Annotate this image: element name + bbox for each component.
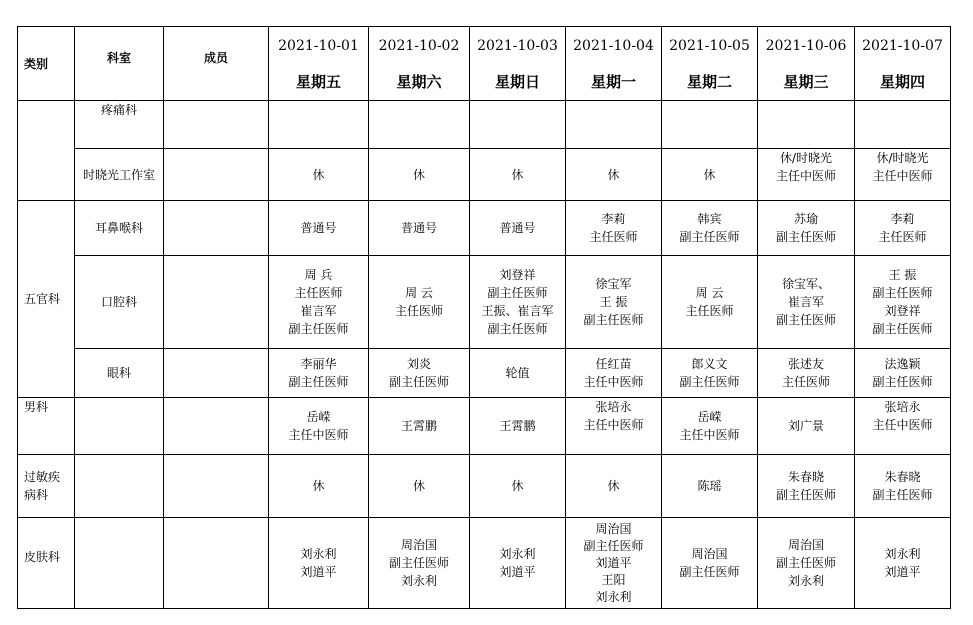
header-day-5 [662,27,758,101]
schedule-cell: 徐宝军 王 振 副主任医师 [566,256,662,349]
schedule-cell: 休 [566,455,662,518]
schedule-cell: 岳嵘 主任中医师 [269,398,369,455]
department-cell: 疼痛科 [75,101,164,149]
department-cell: 时晓光工作室 [75,149,164,201]
department-cell [75,398,164,455]
header-category: 类别 [18,27,75,101]
row-dermatology [18,518,951,609]
schedule-cell: 刘登祥 副主任医师 王振、崔言军 副主任医师 [470,256,566,349]
date-label: 2021-10-01 [278,37,359,54]
schedule-cell: 普通号 [369,201,470,256]
weekday-label: 星期三 [783,72,829,91]
header-member: 成员 [164,27,269,101]
header-day-3 [470,27,566,101]
member-cell [164,518,269,609]
header-day-4 [566,27,662,101]
schedule-cell: 休 [269,149,369,201]
schedule-cell: 休 [369,149,470,201]
category-cell: 男科 [18,398,75,455]
schedule-cell: 岳嵘 主任中医师 [662,398,758,455]
schedule-cell [269,101,369,149]
member-cell [164,149,269,201]
member-cell [164,256,269,349]
department-cell: 眼科 [75,349,164,398]
schedule-table [17,26,951,609]
date-label: 2021-10-06 [765,37,847,54]
member-cell [164,455,269,518]
schedule-cell: 王霄鹏 [369,398,470,455]
row-andrology [18,398,951,455]
date-label: 2021-10-05 [669,37,750,54]
header-day-1 [269,27,369,101]
weekday-label: 星期四 [879,72,925,91]
member-cell [164,349,269,398]
header-day-6 [758,27,855,101]
schedule-cell: 韩宾 副主任医师 [662,201,758,256]
row-shixiaoguang-studio [18,149,951,201]
schedule-cell: 朱春晓 副主任医师 [855,455,951,518]
schedule-cell: 苏瑜 副主任医师 [758,201,855,256]
schedule-cell: 刘广景 [758,398,855,455]
category-cell-empty [18,101,75,201]
schedule-cell: 休 [369,455,470,518]
department-cell: 耳鼻喉科 [75,201,164,256]
weekday-label: 星期五 [295,72,341,91]
row-pain [18,101,951,149]
schedule-cell: 李莉 主任医师 [566,201,662,256]
department-cell: 口腔科 [75,256,164,349]
schedule-cell: 休 [470,149,566,201]
schedule-cell: 陈瑶 [662,455,758,518]
schedule-cell: 朱春晓 副主任医师 [758,455,855,518]
date-label: 2021-10-02 [378,37,460,54]
header-day-2 [369,27,470,101]
category-cell: 五官科 [18,201,75,398]
schedule-cell: 王霄鹏 [470,398,566,455]
schedule-cell [662,101,758,149]
row-eye [18,349,951,398]
schedule-cell: 休/时晓光 主任中医师 [758,149,855,201]
schedule-cell: 周 云 主任医师 [369,256,470,349]
schedule-cell: 普通号 [470,201,566,256]
date-label: 2021-10-04 [573,37,654,54]
schedule-cell [758,101,855,149]
schedule-cell: 周治国 副主任医师 刘道平 王阳 刘永利 [566,518,662,609]
schedule-cell: 张培永 主任中医师 [855,398,951,455]
schedule-cell: 周治国 副主任医师 [662,518,758,609]
schedule-cell [369,101,470,149]
schedule-cell: 休 [662,149,758,201]
schedule-cell: 轮值 [470,349,566,398]
schedule-cell: 休 [470,455,566,518]
header-row [18,27,951,101]
member-cell [164,101,269,149]
schedule-cell: 普通号 [269,201,369,256]
weekday-label: 星期日 [494,72,540,91]
date-label: 2021-10-07 [862,37,943,54]
schedule-cell: 休 [269,455,369,518]
schedule-cell: 张培永 主任中医师 [566,398,662,455]
schedule-cell: 周治国 副主任医师 刘永利 [758,518,855,609]
row-allergy [18,455,951,518]
schedule-cell: 休/时晓光 主任中医师 [855,149,951,201]
schedule-cell: 任红苗 主任中医师 [566,349,662,398]
schedule-cell: 周治国 副主任医师 刘永利 [369,518,470,609]
department-cell [75,518,164,609]
department-cell [75,455,164,518]
date-label: 2021-10-03 [477,37,558,54]
schedule-cell [855,101,951,149]
weekday-label: 星期一 [590,72,636,91]
row-oral [18,256,951,349]
row-ent [18,201,951,256]
schedule-cell: 王 振 副主任医师 刘登祥 副主任医师 [855,256,951,349]
schedule-cell: 刘永利 刘道平 [855,518,951,609]
header-department: 科室 [75,27,164,101]
schedule-cell: 李莉 主任医师 [855,201,951,256]
schedule-cell: 郎义文 副主任医师 [662,349,758,398]
schedule-cell: 刘永利 刘道平 [269,518,369,609]
schedule-cell: 徐宝军、 崔言军 副主任医师 [758,256,855,349]
schedule-cell: 李丽华 副主任医师 [269,349,369,398]
category-cell: 过敏疾 病科 [18,455,75,518]
schedule-cell: 周 兵 主任医师 崔言军 副主任医师 [269,256,369,349]
header-day-7 [855,27,951,101]
schedule-cell: 张述友 主任医师 [758,349,855,398]
weekday-label: 星期二 [686,72,732,91]
schedule-cell [470,101,566,149]
weekday-label: 星期六 [396,72,442,91]
schedule-cell: 休 [566,149,662,201]
member-cell [164,398,269,455]
schedule-cell: 刘炎 副主任医师 [369,349,470,398]
category-cell: 皮肤科 [18,518,75,609]
schedule-cell: 周 云 主任医师 [662,256,758,349]
member-cell [164,201,269,256]
schedule-cell: 刘永利 刘道平 [470,518,566,609]
schedule-cell [566,101,662,149]
schedule-cell: 法逸颖 副主任医师 [855,349,951,398]
